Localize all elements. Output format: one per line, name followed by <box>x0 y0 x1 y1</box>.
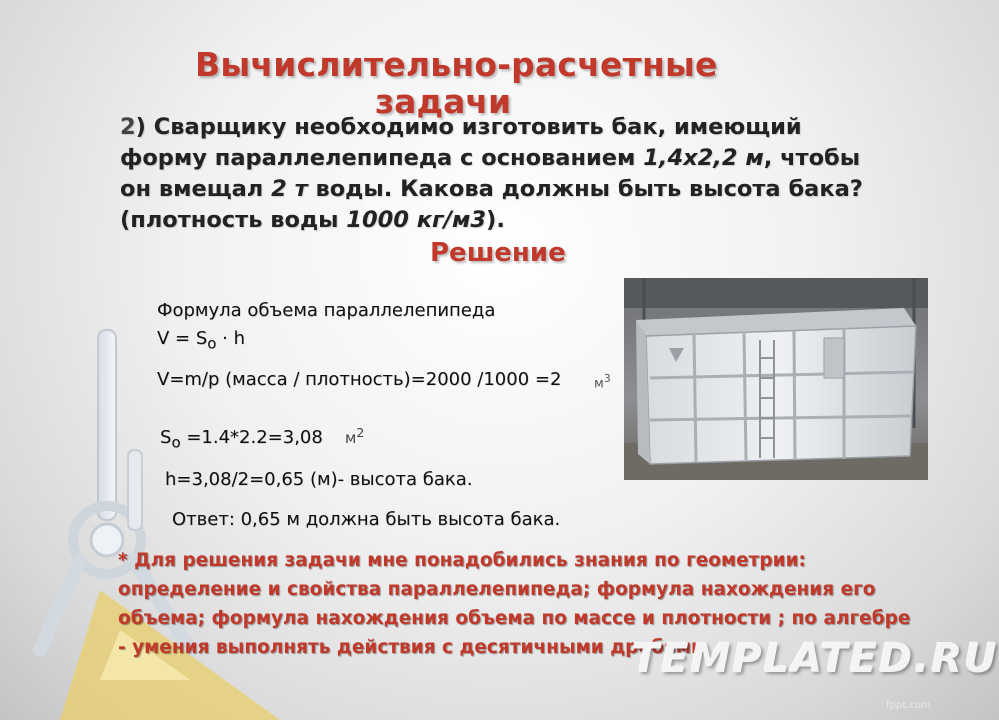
volume-formula-suffix: · h <box>216 328 246 349</box>
volume-formula-prefix: V = S <box>157 328 208 349</box>
area-unit <box>345 425 364 447</box>
slide-title: Вычислительно-расчетные <box>195 45 718 84</box>
solution-heading: Решение <box>430 238 566 268</box>
problem-text-b: , чтобы он вмещал <box>120 145 861 202</box>
problem-base-dims: 1,4х2,2 м <box>643 145 764 171</box>
area-calculation <box>160 427 323 452</box>
area-sub: o <box>171 433 181 452</box>
volume-formula-sub: o <box>207 334 217 353</box>
problem-text-c: воды. Какова должны быть высота бака? (плотность воды <box>120 176 863 233</box>
volume-unit-exp: 3 <box>603 372 611 385</box>
slide-title-line2: задачи <box>375 82 512 121</box>
area-unit-base: м <box>345 429 357 447</box>
volume-calculation: V=m/p (масса / плотность)=2000 /1000 =2 <box>157 369 562 390</box>
problem-statement <box>120 112 880 236</box>
area-prefix: S <box>160 427 172 448</box>
formula-label: Формула объема параллелепипеда <box>157 300 496 321</box>
volume-formula <box>157 328 245 353</box>
height-calculation: h=3,08/2=0,65 (м)- высота бака. <box>165 469 473 490</box>
answer-text: Ответ: 0,65 м должна быть высота бака. <box>172 509 561 530</box>
problem-mass: 2 т <box>271 176 308 202</box>
volume-unit-base: м <box>594 376 604 392</box>
brand-logo-text: TEMPLATED.RU <box>632 636 999 682</box>
problem-text-d: ). <box>486 207 505 233</box>
problem-density: 1000 кг/м3 <box>346 207 487 233</box>
knowledge-note: * Для решения задачи мне понадобились знания по геометрии: определение и свойства параллелепипеда; формула нахождения его объема; формула нахождения объема по массе и плотности ; по алгебре - умения выполнять действия с десятичными дробями <box>118 550 911 658</box>
area-value: =1.4*2.2=3,08 <box>180 427 323 448</box>
problem-text-a: ) Сварщику необходимо изготовить бак, имеющий форму параллелепипеда с основанием <box>120 114 802 171</box>
problem-number: 2 <box>120 114 136 140</box>
tank-photo <box>624 278 928 480</box>
volume-unit <box>594 372 611 391</box>
area-unit-exp: 2 <box>356 425 365 440</box>
watermark-text: fppt.com <box>886 700 931 711</box>
